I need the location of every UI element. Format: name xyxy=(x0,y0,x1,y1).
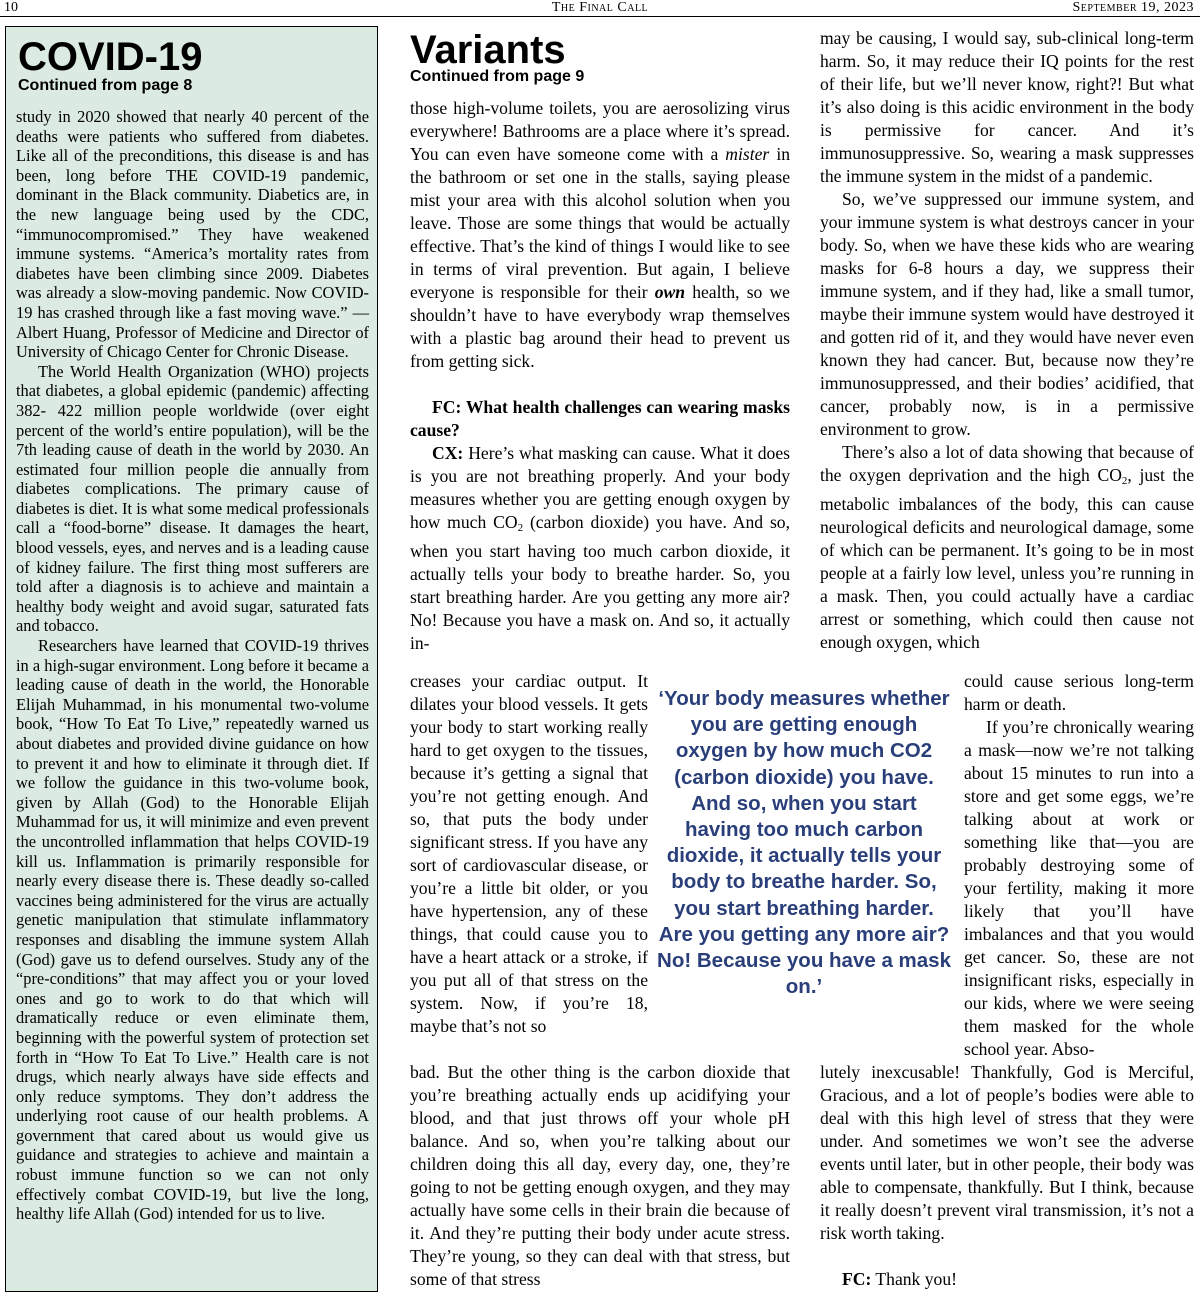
article-paragraph: those high-volume toilets, you are aerosolizing virus everywhere! Bathrooms are a place where it’s spread. You can even have someone come with a mister in the bathroom or set one in the stalls, saying please mist your area with this alcohol solution when you leave. Those are some things that would be actually effective. That’s the kind of things I would like to see in terms of viral prevention. But again, I believe everyone is responsible for their own health, so we shouldn’t have to have everybody wrap themselves with a plastic bag around their head to prevent us from getting sick. xyxy=(410,98,790,371)
article-paragraph: creases your cardiac output. It dilates your blood vessels. It gets your body to start working really hard to get oxygen to the tissues, because it’s getting a signal that you’re not getting enough. And so, that puts the body under significant stress. If you have any sort of cardiovascular disease, or you’re a little bit older, or you have hypertension, any of these things, that could cause you to have a heart attack or a stroke, if you put all of that stress on the system. Now, if you’re 18, maybe that’s not so xyxy=(410,671,648,1036)
sidebar-paragraph: Researchers have learned that COVID-19 thrives in a high-sugar environment. Long before it became a leading cause of death in the world, the Honorable Elijah Muhammad, in his monumental two-volume book, “How To Eat To Live,” repeatedly warned us about diabetes and provided divine guidance on how to prevent it and how to eliminate it through diet. If we follow the guidance in this two-volume book, given by Allah (God) to the Honorable Elijah Muhammad for us, it will minimize and even prevent the uncontrolled inflammation that helps COVID-19 kill us. Inflammation is primarily responsible for nearly every disease there is. These deadly so-called vaccines being administered for the virus are actually genetic manipulation that stimulate inflammatory responses and disabling the immune system Allah (God) gave us to defend ourselves. Study any of the “pre-conditions” that may affect you or your loved ones and go to work to do that which will dramatically reduce or even eliminate them, beginning with the powerful system of protection set forth in “How To Eat To Live.” Health care is not drugs, which nearly always have side effects and only reduce symptoms. They don’t address the underlying root cause of our health problems. A government that cared about us would give us guidance and strategies to achieve and maintain a robust immune function so we can not only effectively combat COVID-19, but live the long, healthy life Allah (God) intended for us to live. xyxy=(16,636,369,1224)
pull-quote: ‘Your body measures whether you are getting enough oxygen by how much CO2 (carbon dioxide) you have. And so, when you start having too much carbon dioxide, it actually tells your body to breathe harder. So, you start breathing harder. Are you getting any more air? No! Because you have a mask on.’ xyxy=(657,687,951,999)
speaker-label: FC: xyxy=(432,397,462,417)
covid-sidebar xyxy=(5,26,378,1292)
speaker-label: FC: xyxy=(842,1269,872,1289)
article-column-2-top xyxy=(410,97,790,655)
emphasis-own: own xyxy=(654,282,686,302)
article-paragraph: lutely inexcusable! Thankfully, God is Merciful, Gracious, and a lot of people’s bodies were able to deal with this high level of stress that they were under. And sometimes we won’t see the adverse events until later, but in other people, their body was able to compensate, thankfully. But I think, because it really doesn’t prevent viral transmission, it’s not a risk worth taking. xyxy=(820,1062,1194,1243)
emphasis-mister: mister xyxy=(725,144,770,164)
closing-paragraph: FC: Thank you! xyxy=(842,1269,958,1289)
article-column-2-narrow xyxy=(410,670,648,1038)
article-paragraph: If you’re chronically wearing a mask—now we’re not talking about 15 minutes to run into a store and get some eggs, we’re talking about at work or something like that—you are probably destroying some of your fertility, making it more likely that you’ll have imbalances and that you would get cancer. So, these are not insignificant risks, especially in our kids, where we were seeing them masked for the whole school year. Abso- xyxy=(964,717,1194,1059)
question-text: What health challenges can wearing masks cause? xyxy=(410,397,790,440)
article-continued-note: Continued from page 9 xyxy=(410,68,585,85)
article-title: Variants xyxy=(410,28,566,72)
header-rule xyxy=(0,16,1200,17)
answer-paragraph: CX: Here’s what masking can cause. What it does is you are not breathing properly. And your body measures whether you are getting enough oxygen by how much $CO_2$ (carbon dioxide) you have. And so, when you start having too much carbon dioxide, it actually tells your body to breathe harder. So, you start breathing harder. Are you getting any more air? No! Because you have a mask on. And so, it actually in- xyxy=(410,443,791,653)
sidebar-body xyxy=(16,107,369,1224)
article-column-3-narrow xyxy=(964,670,1194,1061)
sidebar-continued-note: Continued from page 8 xyxy=(18,77,193,94)
article-paragraph: may be causing, I would say, sub-clinical long-term harm. So, it may reduce their IQ points for the rest of their life, but we’ll never know, right?! But what it’s also doing is this acidic environment in the body is permissive for cancer. And it’s immunosuppressive. So, wearing a mask suppresses the immune system in the midst of a pandemic. xyxy=(820,28,1194,186)
article-paragraph: bad. But the other thing is the carbon dioxide that you’re breathing actually ends up acidifying your blood, and that just throws off your whole pH balance. And so, when you’re talking about our children doing this all day, every day, one, they’re going to not be getting enough oxygen, and they may actually have some cells in their brain die because of it. And they’re putting their body under acute stress. They’re young, so they can deal with that stress, but some of that stress xyxy=(410,1062,790,1289)
speaker-label: CX: xyxy=(432,443,464,463)
article-paragraph: There’s also a lot of data showing that because of the oxygen deprivation and the high $CO_2$, just the metabolic imbalances of the body, this can cause neurological deficits and neurological damage, some of which can be permanent. It’s going to be in most people at a fairly low level, unless you’re running in a mask. Then, you could actually have a cardiac arrest or something, which could then cause not enough oxygen, which xyxy=(820,442,1195,652)
article-column-3-bottom xyxy=(820,1061,1194,1291)
article-paragraph: So, we’ve suppressed our immune system, and your immune system is what destroys cancer in your body. So, when we have these kids who are wearing masks for 6-8 hours a day, we suppress their immune system, and if they had, like a small tumor, maybe their immune system would have destroyed it and gotten rid of it, and they would have never even known they had cancer. But, because now they’re immunosuppressed, and their bodies’ acidified, that cancer, probably now, is in a permissive environment to grow. xyxy=(820,189,1194,439)
question-paragraph xyxy=(410,396,790,442)
sidebar-paragraph: study in 2020 showed that nearly 40 percent of the deaths were patients who suffered from diabetes. Like all of the preconditions, this disease is and has been, long before THE COVID-19 pandemic, dominant in the Black community. Diabetics are, in the new language being used by the CDC, “immunocompromised.” They have weakened immune systems. “America’s mortality rates from diabetes have been climbing since 2009. Diabetes was already a slow-moving pandemic. Now COVID-19 has crashed through like a fast moving wave.” —Albert Huang, Professor of Medicine and Director of University of Chicago Center for Chronic Disease. xyxy=(16,107,369,362)
sidebar-title: COVID-19 xyxy=(18,35,203,79)
article-column-3-top xyxy=(820,27,1194,654)
page-number: 10 xyxy=(4,0,18,15)
publication-name: The Final Call xyxy=(551,0,649,15)
article-paragraph: could cause serious long-term harm or death. xyxy=(964,671,1194,714)
issue-date: September 19, 2023 xyxy=(1072,0,1194,15)
sidebar-paragraph: The World Health Organization (WHO) projects that diabetes, a global epidemic (pandemic) affecting 382- 422 million people worldwide (over eight percent of the world’s entire population), will be the 7th leading cause of death in the world by 2030. An estimated four million people die annually from diabetes complications. The primary cause of diabetes is diet. It is what some medical professionals call a “food-borne” disease. It damages the heart, blood vessels, eyes, and nerves and is a leading cause of kidney failure. The first thing most sufferers are told after a diagnosis is to achieve and maintain a healthy body weight and avoid sugar, saturated fats and tobacco. xyxy=(16,361,369,636)
article-column-2-bottom xyxy=(410,1061,790,1291)
page-header xyxy=(0,0,1200,16)
